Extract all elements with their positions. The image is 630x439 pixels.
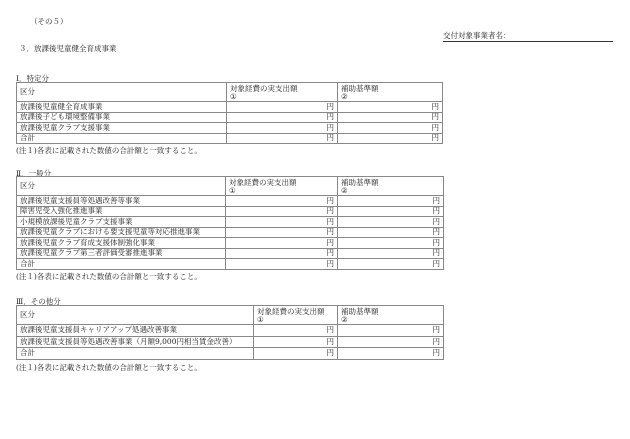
table-row [17,217,444,228]
header-row [17,83,443,102]
header-actual-expense [226,177,338,196]
row-label: 放課後児童健全育成事業 [17,102,227,113]
actual-expense-cell[interactable]: 円 [254,336,338,348]
header-actual-expense [254,306,338,325]
row-label: 放課後児童支援員等処遇改善事業（月額9,000円相当賃金改善） [17,336,254,348]
header-actual-mark: ① [229,186,236,195]
table-note: (注１)各表に記載された数値の合計額と一致すること。 [16,146,202,155]
header-standard-label: 補助基準額 [341,307,379,316]
header-actual-mark: ① [230,92,237,101]
table-row [17,102,443,113]
actual-expense-cell[interactable]: 円 [226,227,338,238]
expense-table [16,176,444,270]
header-standard-label: 補助基準額 [341,84,379,93]
standard-amount-cell[interactable]: 円 [338,102,443,113]
header-actual-mark: ① [257,315,264,324]
row-label: 放課後児童支援員等処遇改善等事業 [17,196,226,207]
row-label: 合計 [17,133,227,144]
actual-expense-cell[interactable]: 円 [226,238,338,249]
header-category: 区分 [17,306,254,325]
header-row [17,177,444,196]
standard-amount-cell[interactable]: 円 [338,248,444,259]
row-label: 合計 [17,259,226,270]
row-label: 放課後児童クラブにおける要支援児童等対応推進事業 [17,227,226,238]
row-label: 放課後児童クラブ支援事業 [17,123,227,134]
standard-amount-cell[interactable]: 円 [338,123,443,134]
actual-expense-cell[interactable]: 円 [254,325,338,337]
table-row [17,196,444,207]
standard-amount-cell[interactable]: 円 [338,133,443,144]
standard-amount-cell[interactable]: 円 [338,217,444,228]
header-standard-label: 補助基準額 [341,178,379,187]
header-actual-expense-label: 対象経費の実支出額 [257,307,325,316]
actual-expense-cell[interactable]: 円 [226,259,338,270]
header-standard-mark: ② [341,186,348,195]
actual-expense-cell[interactable]: 円 [226,196,338,207]
header-standard [338,306,444,325]
expense-table [16,82,443,144]
row-label: 放課後子ども環境整備事業 [17,112,227,123]
standard-amount-cell[interactable]: 円 [338,112,443,123]
table-row [17,348,444,360]
table-row [17,112,443,123]
recipient-name-field[interactable] [443,30,613,42]
recipient-label: 交付対象事業者名： [443,31,511,40]
actual-expense-cell[interactable]: 円 [226,206,338,217]
header-standard [338,83,443,102]
table-note: (注１)各表に記載された数値の合計額と一致すること。 [16,363,202,372]
header-standard-mark: ② [341,92,348,101]
table-row [17,325,444,337]
table-row [17,133,443,144]
row-label: 放課後児童クラブ第三者評価受審推進事業 [17,248,226,259]
header-actual-expense-label: 対象経費の実支出額 [230,84,298,93]
standard-amount-cell[interactable]: 円 [338,206,444,217]
table-title: Ⅱ．一般分 [16,169,52,178]
standard-amount-cell[interactable]: 円 [338,238,444,249]
header-category: 区分 [17,177,226,196]
header-category: 区分 [17,83,227,102]
header-row [17,306,444,325]
table-row [17,238,444,249]
table-row [17,206,444,217]
standard-amount-cell[interactable]: 円 [338,336,444,348]
standard-amount-cell[interactable]: 円 [338,325,444,337]
actual-expense-cell[interactable]: 円 [227,112,338,123]
row-label: 障害児受入強化推進事業 [17,206,226,217]
page-label: （その５） [30,17,68,26]
actual-expense-cell[interactable]: 円 [254,348,338,360]
table-row [17,248,444,259]
table-row [17,336,444,348]
standard-amount-cell[interactable]: 円 [338,259,444,270]
header-standard [338,177,444,196]
actual-expense-cell[interactable]: 円 [227,123,338,134]
standard-amount-cell[interactable]: 円 [338,227,444,238]
table-title: Ⅲ．その他分 [16,297,61,306]
actual-expense-cell[interactable]: 円 [227,133,338,144]
table-title: Ⅰ．特定分 [16,74,49,83]
standard-amount-cell[interactable]: 円 [338,348,444,360]
actual-expense-cell[interactable]: 円 [226,217,338,228]
header-actual-expense-label: 対象経費の実支出額 [229,178,297,187]
row-label: 放課後児童クラブ育成支援体制強化事業 [17,238,226,249]
header-standard-mark: ② [341,315,348,324]
row-label: 小規模放課後児童クラブ支援事業 [17,217,226,228]
section-title: ３．放課後児童健全育成事業 [19,44,117,53]
table-row [17,259,444,270]
table-note: (注１)各表に記載された数値の合計額と一致すること。 [16,272,202,281]
standard-amount-cell[interactable]: 円 [338,196,444,207]
row-label: 放課後児童支援員キャリアアップ処遇改善事業 [17,325,254,337]
header-actual-expense [227,83,338,102]
row-label: 合計 [17,348,254,360]
expense-table [16,305,444,360]
actual-expense-cell[interactable]: 円 [227,102,338,113]
table-row [17,123,443,134]
table-row [17,227,444,238]
actual-expense-cell[interactable]: 円 [226,248,338,259]
